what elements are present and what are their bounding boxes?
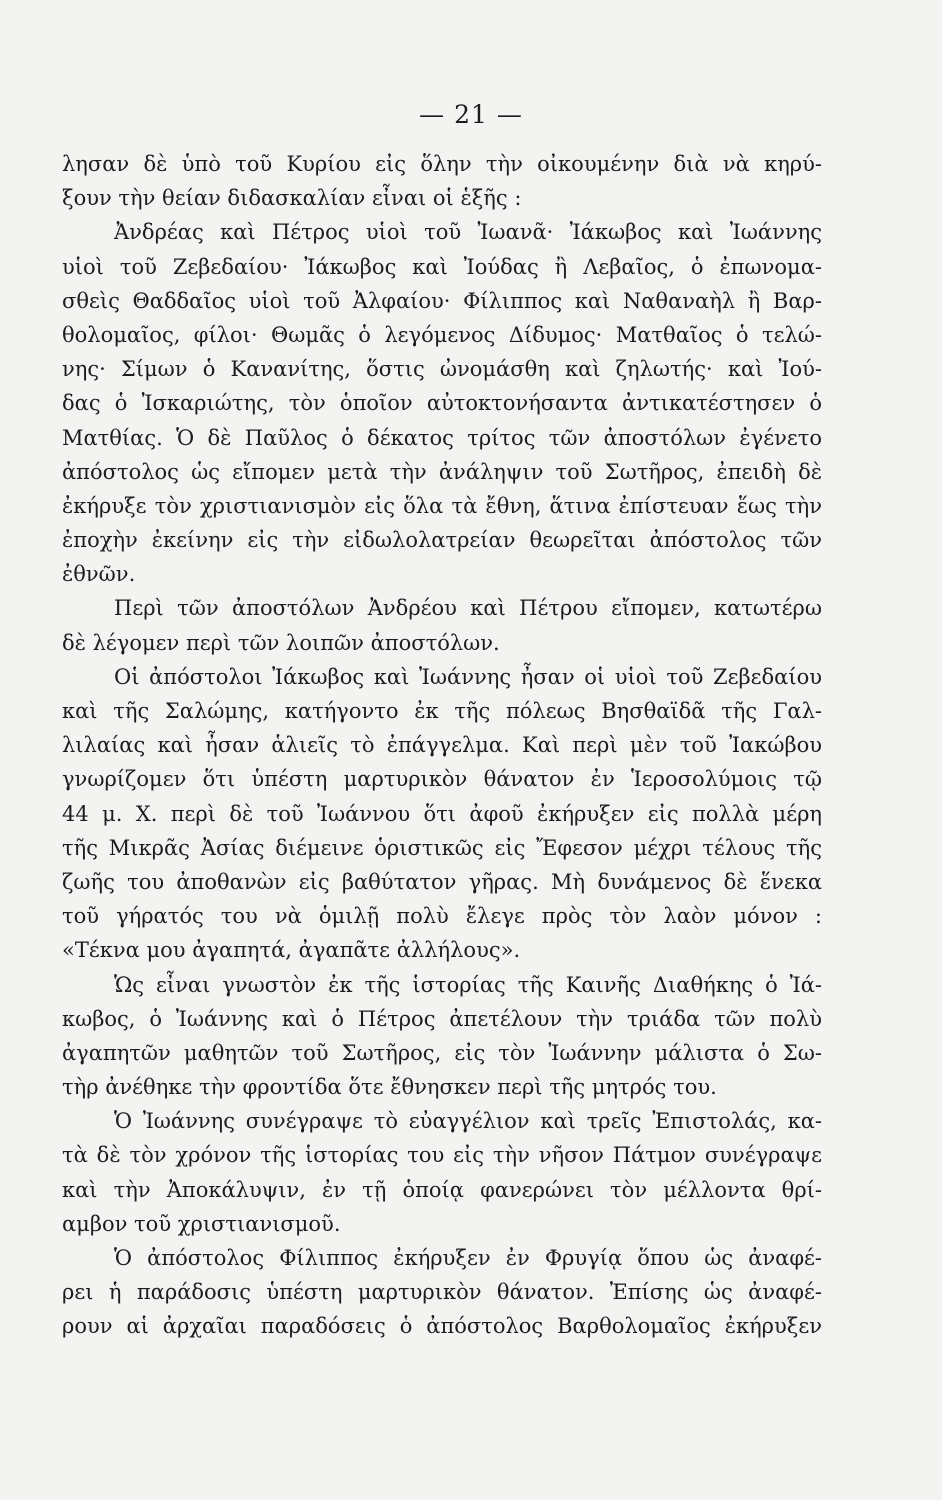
- page-number: — 21 —: [419, 100, 523, 129]
- text-line: καὶ τῆς Σαλώμης, κατήγοντο ἐκ τῆς πόλεως Βησθαϊδᾶ τῆς Γαλ-: [62, 699, 822, 723]
- text-line: θολομαῖος, φίλοι· Θωμᾶς ὁ λεγόμενος Δίδυμος· Ματθαῖος ὁ τελώ-: [62, 322, 822, 347]
- text-line: ρει ἡ παράδοσις ὑπέστη μαρτυρικὸν θάνατον. Ἐπίσης ὡς ἀναφέ-: [62, 1280, 822, 1305]
- text-line: ἀπόστολος ὡς εἴπομεν μετὰ τὴν ἀνάληψιν τοῦ Σωτῆρος, ἐπειδὴ δὲ: [62, 459, 822, 484]
- text-line: Ἀνδρέας καὶ Πέτρος υἱοὶ τοῦ Ἰωανᾶ· Ἰάκωβος καὶ Ἰωάννης: [114, 220, 822, 245]
- text-line: Περὶ τῶν ἀποστόλων Ἀνδρέου καὶ Πέτρου εἴπομεν, κατωτέρω: [114, 596, 822, 621]
- text-line: ἐκήρυξε τὸν χριστιανισμὸν εἰς ὅλα τὰ ἔθνη, ἅτινα ἐπίστευαν ἕως τὴν: [62, 493, 822, 518]
- text-line: Ματθίας. Ὁ δὲ Παῦλος ὁ δέκατος τρίτος τῶν ἀποστόλων ἐγένετο: [62, 425, 822, 450]
- text-line: σθεὶς Θαδδαῖος υἱοὶ τοῦ Ἀλφαίου· Φίλιππος καὶ Ναθαναὴλ ἢ Βαρ-: [62, 288, 822, 313]
- text-line: γνωρίζομεν ὅτι ὑπέστη μαρτυρικὸν θάνατον ἐν Ἱεροσολύμοις τῷ: [62, 767, 822, 792]
- text-line: τῆς Μικρᾶς Ἀσίας διέμεινε ὁριστικῶς εἰς Ἔφεσον μέχρι τέλους τῆς: [62, 835, 822, 860]
- text-line: ἐποχὴν ἐκείνην εἰς τὴν εἰδωλολατρείαν θεωρεῖται ἀπόστολος τῶν: [62, 528, 822, 553]
- text-line: καὶ τὴν Ἀποκάλυψιν, ἐν τῇ ὁποίᾳ φανερώνει τὸν μέλλοντα θρί-: [62, 1177, 822, 1202]
- text-line: ξουν τὴν θείαν διδασκαλίαν εἶναι οἱ ἑξῆς :: [62, 186, 522, 211]
- text-line: Ὁ ἀπόστολος Φίλιππος ἐκήρυξεν ἐν Φρυγίᾳ ὅπου ὡς ἀναφέ-: [114, 1246, 822, 1270]
- page-text: [62, 147, 822, 1344]
- text-line: 44 μ. Χ. περὶ δὲ τοῦ Ἰωάννου ὅτι ἀφοῦ ἐκήρυξεν εἰς πολλὰ μέρη: [62, 801, 822, 826]
- text-line: ἀγαπητῶν μαθητῶν τοῦ Σωτῆρος, εἰς τὸν Ἰωάννην μάλιστα ὁ Σω-: [62, 1040, 822, 1065]
- text-line: τοῦ γήρατός του νὰ ὁμιλῇ πολὺ ἔλεγε πρὸς τὸν λαὸν μόνον :: [62, 904, 822, 929]
- text-line: λιλαίας καὶ ἦσαν ἁλιεῖς τὸ ἐπάγγελμα. Καὶ περὶ μὲν τοῦ Ἰακώβου: [62, 733, 822, 758]
- text-line: τὴρ ἀνέθηκε τὴν φροντίδα ὅτε ἔθνησκεν περὶ τῆς μητρός του.: [62, 1075, 717, 1100]
- text-line: νης· Σίμων ὁ Κανανίτης, ὅστις ὠνομάσθη καὶ ζηλωτής· καὶ Ἰού-: [62, 357, 822, 382]
- text-line: Ὡς εἶναι γνωστὸν ἐκ τῆς ἱστορίας τῆς Καινῆς Διαθήκης ὁ Ἰά-: [114, 972, 822, 997]
- text-line: κωβος, ὁ Ἰωάννης καὶ ὁ Πέτρος ἀπετέλουν τὴν τριάδα τῶν πολὺ: [62, 1006, 822, 1031]
- text-line: ρουν αἱ ἀρχαῖαι παραδόσεις ὁ ἀπόστολος Βαρθολομαῖος ἐκήρυξεν: [62, 1314, 822, 1339]
- text-line: τὰ δὲ τὸν χρόνον τῆς ἱστορίας του εἰς τὴν νῆσον Πάτμον συνέγραψε: [62, 1143, 822, 1168]
- text-line: αμβον τοῦ χριστιανισμοῦ.: [62, 1211, 341, 1236]
- text-line: «Τέκνα μου ἀγαπητά, ἀγαπᾶτε ἀλλήλους».: [62, 938, 521, 963]
- text-line: υἱοὶ τοῦ Ζεβεδαίου· Ἰάκωβος καὶ Ἰούδας ἢ Λεβαῖος, ὁ ἐπωνομα-: [62, 254, 822, 279]
- text-line: δας ὁ Ἰσκαριώτης, τὸν ὁποῖον αὐτοκτονήσαντα ἀντικατέστησεν ὁ: [62, 391, 822, 416]
- text-line: ζωῆς του ἀποθανὼν εἰς βαθύτατον γῆρας. Μὴ δυνάμενος δὲ ἕνεκα: [62, 869, 822, 894]
- text-line: δὲ λέγομεν περὶ τῶν λοιπῶν ἀποστόλων.: [62, 630, 500, 655]
- text-line: λησαν δὲ ὑπὸ τοῦ Κυρίου εἰς ὅλην τὴν οἰκουμένην διὰ νὰ κηρύ-: [62, 152, 822, 176]
- text-line: Οἱ ἀπόστολοι Ἰάκωβος καὶ Ἰωάννης ἦσαν οἱ υἱοὶ τοῦ Ζεβεδαίου: [114, 664, 822, 689]
- text-line: Ὁ Ἰωάννης συνέγραψε τὸ εὐαγγέλιον καὶ τρεῖς Ἐπιστολάς, κα-: [114, 1109, 822, 1134]
- text-line: ἐθνῶν.: [62, 562, 136, 587]
